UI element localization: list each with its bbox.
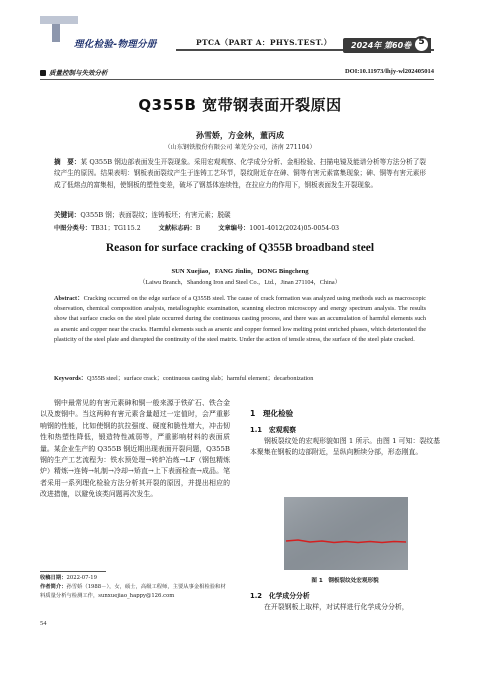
doc-code-value: B <box>195 225 201 232</box>
intro-column <box>40 398 230 501</box>
abstract-cn-label: 摘 要： <box>54 158 81 166</box>
keywords-en-label: Keywords： <box>54 375 87 382</box>
abstract-en <box>54 294 426 345</box>
section-1-2-text: 在开裂钢板上取样，对试样进行化学成分分析， <box>264 603 409 611</box>
clc-value: TB31；TG115.2 <box>91 225 141 232</box>
author-bio <box>40 583 230 601</box>
keywords-cn-text: Q355B 钢；表面裂纹；连铸板坯；有害元素；脱碳 <box>80 211 231 219</box>
article-no-label: 文章编号： <box>218 225 250 232</box>
section-tag <box>40 68 108 77</box>
figure-caption: 图 1 钢板裂纹处宏观形貌 <box>311 578 379 584</box>
page-number: 54 <box>40 620 47 627</box>
year-volume: 2024年 第60卷 <box>351 41 412 50</box>
section-1-1-text: 钢板裂纹处的宏观形貌如图 1 所示。由图 1 可知：裂纹基本聚集在钢板的边部附近，呈纵向断续分部，形态刚直。 <box>250 437 441 457</box>
intro-paragraph: 钢中最常见的有害元素砷和铜一般来源于铁矿石、铁合金以及废钢中。当这两种有害元素含量超过一定值时，会严重影响钢的性能，比如使钢的抗拉强度、硬度和脆性增大，冲击韧性和热塑性降低，锻造特性减弱等，严重影响材料的表面质量。某企业生产的 Q355B 钢近期出现表面开裂问题，Q355B 钢的生产工艺流程为：铁水预处理→转炉冶炼→LF（钢包精炼炉）精炼→连铸→轧制→冷却→矫直→上下表面检查→成品。笔者采用一系列理化检验方法分析其开裂的原因，并提出相应的改进措施，以避免该类问题再次发生。 <box>40 399 230 499</box>
keywords-cn-label: 关键词： <box>54 211 81 219</box>
keywords-en-text: Q355B steel；surface crack；continuous casting slab；harmful element；decarbonization <box>87 375 314 382</box>
abstract-en-text: Cracking occurred on the edge surface of a Q355B steel. The cause of crack formation was analyzed using methods such as macroscopic observation, chemical composition analysis, metallographic examination, scanning electron microscopy and energy spectrum analysis. The results show that surface cracks on the steel plate occurred during the continuous casting process, and there was an accumulation of harmful elements such as arsenic and copper near the cracks. Harmful elements such as arsenic and copper formed low melting point enriched phases, which deteriorated the plasticity of the steel plate and disrupted the continuity of the steel matrix. Under the action of tensile stress, the surface of the steel plate cracked. <box>54 295 427 343</box>
doc-code-label: 文献标志码： <box>158 225 196 232</box>
authors-en: SUN Xuejiao，FANG Jinlin，DONG Bingcheng <box>171 268 309 275</box>
authors-cn: 孙雪娇，方金林，董丙成 <box>196 131 284 140</box>
article-title-en: Reason for surface cracking of Q355B broadband steel <box>105 242 375 254</box>
steel-plate-crack-figure <box>284 497 408 570</box>
header-divider <box>40 79 434 80</box>
abstract-en-label: Abstract： <box>54 295 84 302</box>
abstract-cn-text: 某 Q355B 钢边部表面发生开裂现象。采用宏观观察、化学成分分析、金相检验、扫描电镜及能谱分析等方法分析了裂纹产生的原因。结果表明：钢板表面裂纹产生于连铸工艺环节，裂纹附近存在砷、铜等有害元素富集现象；砷、铜等有害元素形成了低熔点的富集相，使钢板的塑性变差，破坏了钢基体连续性，在拉应力的作用下，钢板表面发生开裂现象。 <box>54 158 427 189</box>
footnote <box>40 574 230 601</box>
journal-logo-text: 理化检验-物理分册 <box>74 39 157 50</box>
section-heading-1-1: 1.1 宏观观察 <box>250 426 297 434</box>
clc-label: 中图分类号： <box>54 225 92 232</box>
author-bio-label: 作者简介： <box>40 584 67 590</box>
received-label: 收稿日期： <box>40 575 67 581</box>
section-heading-1-2: 1.2 化学成分分析 <box>250 592 310 600</box>
article-title-cn: Q355B 宽带钢表面开裂原因 <box>138 96 342 114</box>
section-heading-1: 1 理化检验 <box>250 409 294 418</box>
keywords-en <box>54 374 426 384</box>
journal-header <box>0 0 480 66</box>
received-value: 2022-07-19 <box>66 575 98 581</box>
issue-number: 5 <box>418 37 425 47</box>
section-tag-label: 质量控制与失效分析 <box>49 69 108 77</box>
journal-name: PTCA（PART A：PHYS.TEST.） <box>196 38 332 47</box>
received-date <box>40 574 230 583</box>
affiliation-en: （Laiwu Branch，Shandong Iron and Steel Co.，Ltd.，Jinan 271104，China） <box>139 279 341 286</box>
classification-line <box>54 223 434 232</box>
article-no-value: 1001-4012(2024)05-0054-03 <box>249 225 340 232</box>
affiliation-cn: （山东钢铁股份有限公司 莱芜分公司，济南 271104） <box>164 144 316 151</box>
doi: DOI:10.11973/lhjy-wl202405014 <box>344 68 434 75</box>
square-bullet-icon <box>40 70 46 76</box>
author-bio-text: 孙雪娇（1988－），女，硕士，高级工程师，主要从事金相检验和材料质量分析与检测工作，sunxuejiao_happy@126.com <box>40 584 226 599</box>
footnote-rule <box>40 571 106 572</box>
keywords-cn <box>54 210 426 221</box>
abstract-cn <box>54 157 426 191</box>
